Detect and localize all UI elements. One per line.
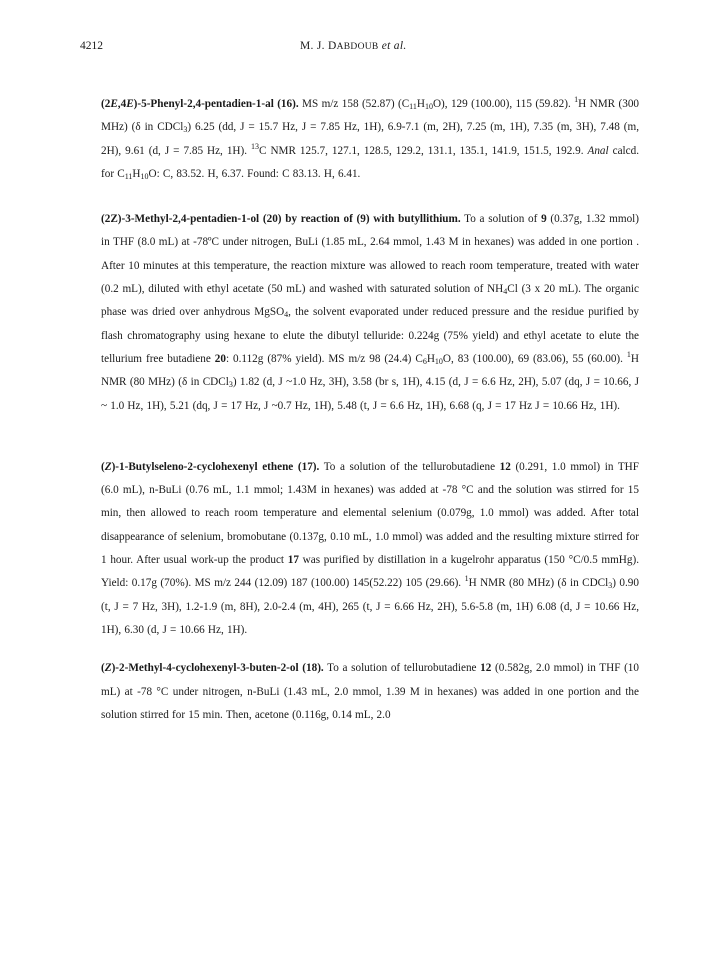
text-run: 4 xyxy=(503,287,508,297)
text-run: 17 xyxy=(287,554,299,567)
text-run: (2 xyxy=(101,98,111,110)
text-run: 9 xyxy=(541,213,547,226)
text-run: ) 6.25 (dd, J = 15.7 Hz, J = 7.85 Hz, 1H), 6.9-7.1 (m, 2H), 7.25 (m, 1H), 7.35 (m, 3H), 7.48 (m, 2H), 9.61 (d, J = 7.85 Hz, 1H). xyxy=(101,121,639,157)
text-run: (0.291, 1.0 mmol) in THF (6.0 mL), n-BuLi (0.76 mL, 1.1 mmol; 1.43M in hexanes) was added at -78 °C and the solution was stirred for 15 min, then allowed to reach room temperature and elemental selenium (0.079g, 1.0 mmol) was added. After total disappearance of selenium, bromobutane (0.137g, 0.10 mL, 1.0 mmol) was added and the resulting mixture stirred for 1 hour. After usual work-up the product xyxy=(101,460,639,567)
text-run: 1 xyxy=(464,574,469,584)
page-number: 4212 xyxy=(80,40,103,52)
text-run: O, 83 (100.00), 69 (83.06), 55 (60.00). xyxy=(442,352,627,365)
author-surname: ABDOUB xyxy=(336,42,379,52)
text-run: 1 xyxy=(626,349,631,359)
text-run: H xyxy=(426,352,435,365)
text-run: was purified by distillation in a kugelrohr apparatus (150 °C/0.5 mmHg). Yield: 0.17g (70%). MS m/z 244 (12.09) 187 (100.00) 145(52.22) 105 (29.66). xyxy=(101,554,639,590)
text-run: 1 xyxy=(574,95,579,104)
paragraph-compound-18 xyxy=(101,657,639,727)
text-run: (0.37g, 1.32 mmol) in THF (8.0 mL) at -78ºC under nitrogen, BuLi (1.85 mL, 2.64 mmol, 1.43 M in hexanes) was added in one portion . After 10 minutes at this temperature, the reaction mixture was allowed to reach room temperature, treated with water (0.2 mL), diluted with ethyl acetate (50 mL) and washed with saturated solution of NH xyxy=(101,213,640,296)
text-run: H NMR (80 MHz) (δ in CDCl xyxy=(101,352,639,389)
text-run: ,4 xyxy=(117,98,127,110)
text-run: H xyxy=(132,167,141,180)
text-run: (0.582g, 2.0 mmol) in THF (10 mL) at -78 °C under nitrogen, n-BuLi (1.43 mL, 2.0 mmol, 1.39 M in hexanes) was added in one portion and the solution stirred for 15 min. Then, acetone (0.116g, 0.14 mL, 2.0 xyxy=(101,662,639,721)
author-initials: M. J. D xyxy=(300,40,337,52)
text-run: 20 xyxy=(214,352,226,365)
text-run: )-2-Methyl-4-cyclohexenyl-3-buten-2-ol (18). xyxy=(111,662,324,675)
text-run: E xyxy=(126,98,134,110)
text-run: 13 xyxy=(251,141,260,151)
text-run: To a solution of xyxy=(460,213,542,226)
text-run: H xyxy=(416,98,425,110)
text-run: 12 xyxy=(480,662,492,675)
text-run: To a solution of tellurobutadiene xyxy=(323,662,481,675)
text-run: calcd. for C xyxy=(101,144,640,180)
text-run: 6 xyxy=(422,356,427,366)
text-run: Z xyxy=(104,662,112,675)
page-header xyxy=(80,40,640,56)
text-run: O: C, 83.52. H, 6.37. Found: C 83.13. H, 6.41. xyxy=(148,167,361,180)
text-run: Z xyxy=(104,460,112,473)
et-al: et al. xyxy=(381,40,407,52)
text-run: H NMR (300 MHz) (δ in CDCl xyxy=(101,98,640,134)
text-run: 4 xyxy=(284,310,289,320)
text-run: (2Z)-3-Methyl-2,4-pentadien-1-ol (20) by reaction of (9) with butyllithium. xyxy=(101,213,461,226)
text-run: To a solution of the tellurobutadiene xyxy=(319,460,500,473)
text-run: Cl (3 x 20 mL). The organic phase was dried over anhydrous MgSO xyxy=(101,283,639,319)
text-run: ) 1.82 (d, J ~1.0 Hz, 3H), 3.58 (br s, 1H), 4.15 (d, J = 6.6 Hz, 2H), 5.07 (dq, J = 10.66, J ~ 1.0 Hz, 1H), 5.21 (dq, J = 17 Hz, J ~0.7 Hz, 1H), 5.48 (t, J = 6.6 Hz, 1H), 6.68 (q, J = 17 Hz J = 10.66 Hz, 1H). xyxy=(101,376,639,412)
text-run: 11 xyxy=(409,102,417,111)
text-run: : 0.112g (87% yield). MS m/z 98 (24.4) C xyxy=(225,352,423,365)
text-run: O), 129 (100.00), 115 (59.82). xyxy=(432,98,575,110)
text-run: H NMR (80 MHz) (δ in CDCl xyxy=(468,577,609,590)
text-run: E xyxy=(110,98,118,110)
paragraph-compound-16 xyxy=(101,93,639,186)
text-run: , the solvent evaporated under reduced pressure and the residue purified by flash chromatography using hexane to elute the dibutyl telluride: 0.224g (75% yield) and ethyl acetate to elute the tellurium free butadiene xyxy=(101,306,640,365)
text-run: ( xyxy=(101,662,105,675)
text-run: ) 0.90 (t, J = 7 Hz, 3H), 1.2-1.9 (m, 8H), 2.0-2.4 (m, 4H), 265 (t, J = 6.66 Hz, 2H), 5.6-5.8 (m, 1H) 6.08 (d, J = 10.66 Hz, 1H), 6.30 (d, J = 10.66 Hz, 1H). xyxy=(101,577,639,636)
text-run: 10 xyxy=(424,102,433,111)
text-run: )-1-Butylseleno-2-cyclohexenyl ethene (17). xyxy=(111,460,320,473)
text-run: C NMR 125.7, 127.1, 128.5, 129.2, 131.1, 135.1, 141.9, 151.5, 192.9. xyxy=(259,144,588,157)
text-run: MS m/z 158 (52.87) (C xyxy=(298,98,410,110)
paragraph-compound-20 xyxy=(101,208,639,418)
text-run: Anal xyxy=(587,144,609,157)
text-run: 3 xyxy=(183,125,188,135)
running-head xyxy=(300,40,407,52)
article-body xyxy=(101,93,639,727)
text-run: 10 xyxy=(140,171,149,181)
text-run: ( xyxy=(101,460,105,473)
text-run: 10 xyxy=(434,356,443,366)
text-run: 3 xyxy=(608,581,613,591)
text-run: )-5-Phenyl-2,4-pentadien-1-al (16). xyxy=(133,98,299,110)
text-run: 3 xyxy=(228,380,233,390)
text-run: 11 xyxy=(124,171,133,181)
text-run: 12 xyxy=(499,460,511,473)
paragraph-compound-17 xyxy=(101,456,639,642)
